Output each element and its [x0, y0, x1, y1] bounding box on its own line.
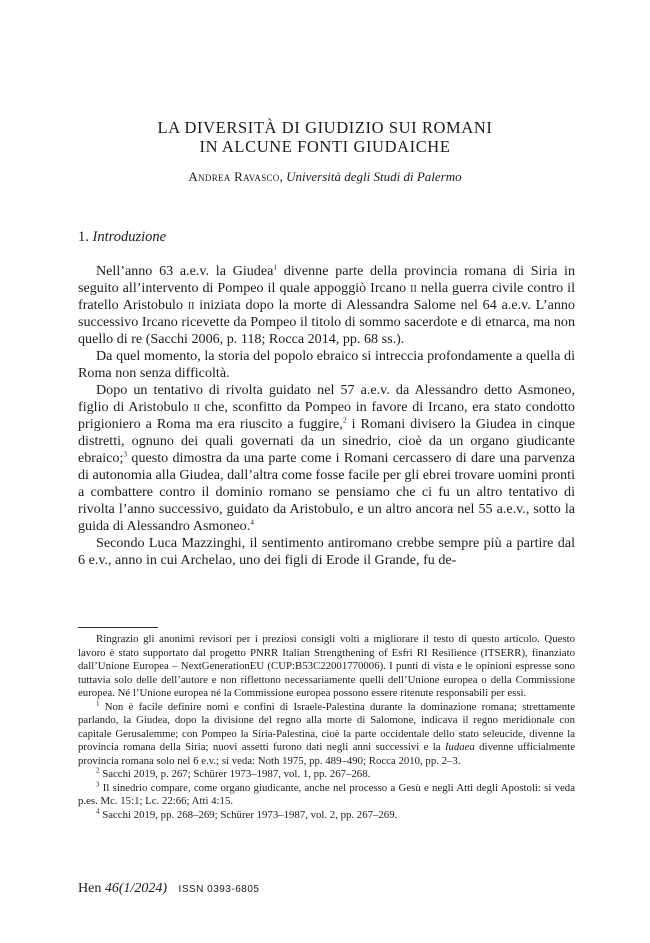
footnote-ref-3[interactable]: 3 — [123, 449, 128, 459]
paragraph-2: Da quel momento, la storia del popolo ebraico si intreccia profondamente a quella di Roma non senza difficoltà. — [78, 348, 575, 381]
page-footer — [78, 881, 260, 897]
footnotes — [78, 633, 575, 822]
footnote-4: $^4$ Sacchi 2019, pp. 268–269; Schürer 1973–1987, vol. 2, pp. 267–269. — [96, 806, 398, 821]
body-text — [78, 263, 575, 569]
journal-issue: 46(1/2024) — [104, 881, 168, 896]
journal-issn: ISSN 0393-6805 — [178, 884, 260, 895]
footnote-ref-2[interactable]: 2 — [342, 415, 347, 425]
title-line-1: LA DIVERSITÀ DI GIUDIZIO SUI ROMANI — [157, 118, 493, 137]
author-name: Andrea Ravasco — [188, 169, 280, 184]
author-line: Andrea Ravasco, Università degli Studi di Palermo — [188, 169, 462, 184]
journal-name: Hen — [78, 881, 102, 896]
footnote-1: $^1$ Non è facile definire nomi e confini di Israele-Palestina durante la dominazione romana; strettamente parlando, la Giudea, dopo la divisione del regno alla morte di Salomone, indicava il regno meridionale con capitale Gerusalemme; con Pompeo la Siria-Palestina, cioè la parte occidentale dello stato seleucide, divenne la provincia romana della Siria; nuovi assetti furono dati negli anni successivi e la Iudaea divenne ufficialmente provincia romana solo nel 6 e.v.; si veda: Noth 1975, pp. 489–490; Rocca 2010, pp. 2–3. — [78, 698, 575, 767]
footnote-divider — [78, 627, 158, 628]
title-line-2: IN ALCUNE FONTI GIUDAICHE — [199, 137, 451, 156]
section-number: 1. — [78, 229, 89, 245]
footnote-acknowledgement: Ringrazio gli anonimi revisori per i preziosi consigli volti a migliorare il testo di questo articolo. Questo lavoro è stato supportato dal progetto PNRR Italian Strengthening of Esfri RI Resilience (ITSERR), finanziato dall’Unione Europea – NextGenerationEU (CUP:B53C22001770006). I punti di vista e le opinioni espresse sono tuttavia solo delle dell’autore e non riflettono necessariamente quelli dell’Unione europea o della Commissione europea. Né l’Unione europea né la Commissione europea possono essere ritenute responsabili per essi. — [78, 633, 575, 699]
article-title — [0, 118, 650, 156]
footnote-3: $^3$ Il sinedrio compare, come organo giudicante, anche nel processo a Gesù e negli Atti degli Apostoli: si veda p.es. Mc. 15:1; Lc. 22:66; Atti 4:15. — [78, 779, 575, 807]
paragraph-3: Dopo un tentativo di rivolta guidato nel 57 a.e.v. da Alessandro detto Asmoneo, figlio di Aristobulo ii che, sconfitto da Pompeo in favore di Ircano, era stato condotto prigioniero a Roma ma era riuscito a fuggire,$^2$ i Romani divisero la Giudea in cinque distretti, ognuno dei quali governati da un sinedrio, cioè da un organo giudicante ebraico;$^3$ questo dimostra da una parte come i Romani cercassero di dare una parvenza di autonomia alla Giudea, dall’altra come fosse facile per gli ebrei trovare uomini pronti a combattere contro il dominio romano se pensiamo che ci fu un altro tentativo di rivolta l’anno successivo, guidato da Aristobulo, e un altro ancora nel 55 a.e.v., sotto la guida di Alessandro Asmoneo.$^4$ — [78, 382, 576, 534]
paragraph-4: Secondo Luca Mazzinghi, il sentimento antiromano crebbe sempre più a partire dal 6 e.v., anno in cui Archelao, uno dei figli di Erode il Grande, fu de- — [78, 535, 575, 568]
section-title: Introduzione — [92, 229, 167, 245]
footnote-ref-1[interactable]: 1 — [273, 262, 278, 272]
paragraph-1: Nell’anno 63 a.e.v. la Giudea$^1$ divenne parte della provincia romana di Siria in seguito all’intervento di Pompeo il quale appoggiò Ircano ii nella guerra civile contro il fratello Aristobulo ii iniziata dopo la morte di Alessandra Salome nel 64 a.e.v. L’anno successivo Ircano ricevette da Pompeo il titolo di sommo sacerdote e di etnarca, ma non quello di re (Sacchi 2006, p. 118; Rocca 2014, pp. 68 ss.). — [78, 262, 575, 347]
footnote-2: $^2$ Sacchi 2019, p. 267; Schürer 1973–1987, vol. 1, pp. 267–268. — [96, 766, 371, 780]
author-affiliation: Università degli Studi di Palermo — [286, 169, 462, 184]
section-heading — [78, 229, 166, 246]
footnote-ref-4[interactable]: 4 — [250, 517, 254, 527]
